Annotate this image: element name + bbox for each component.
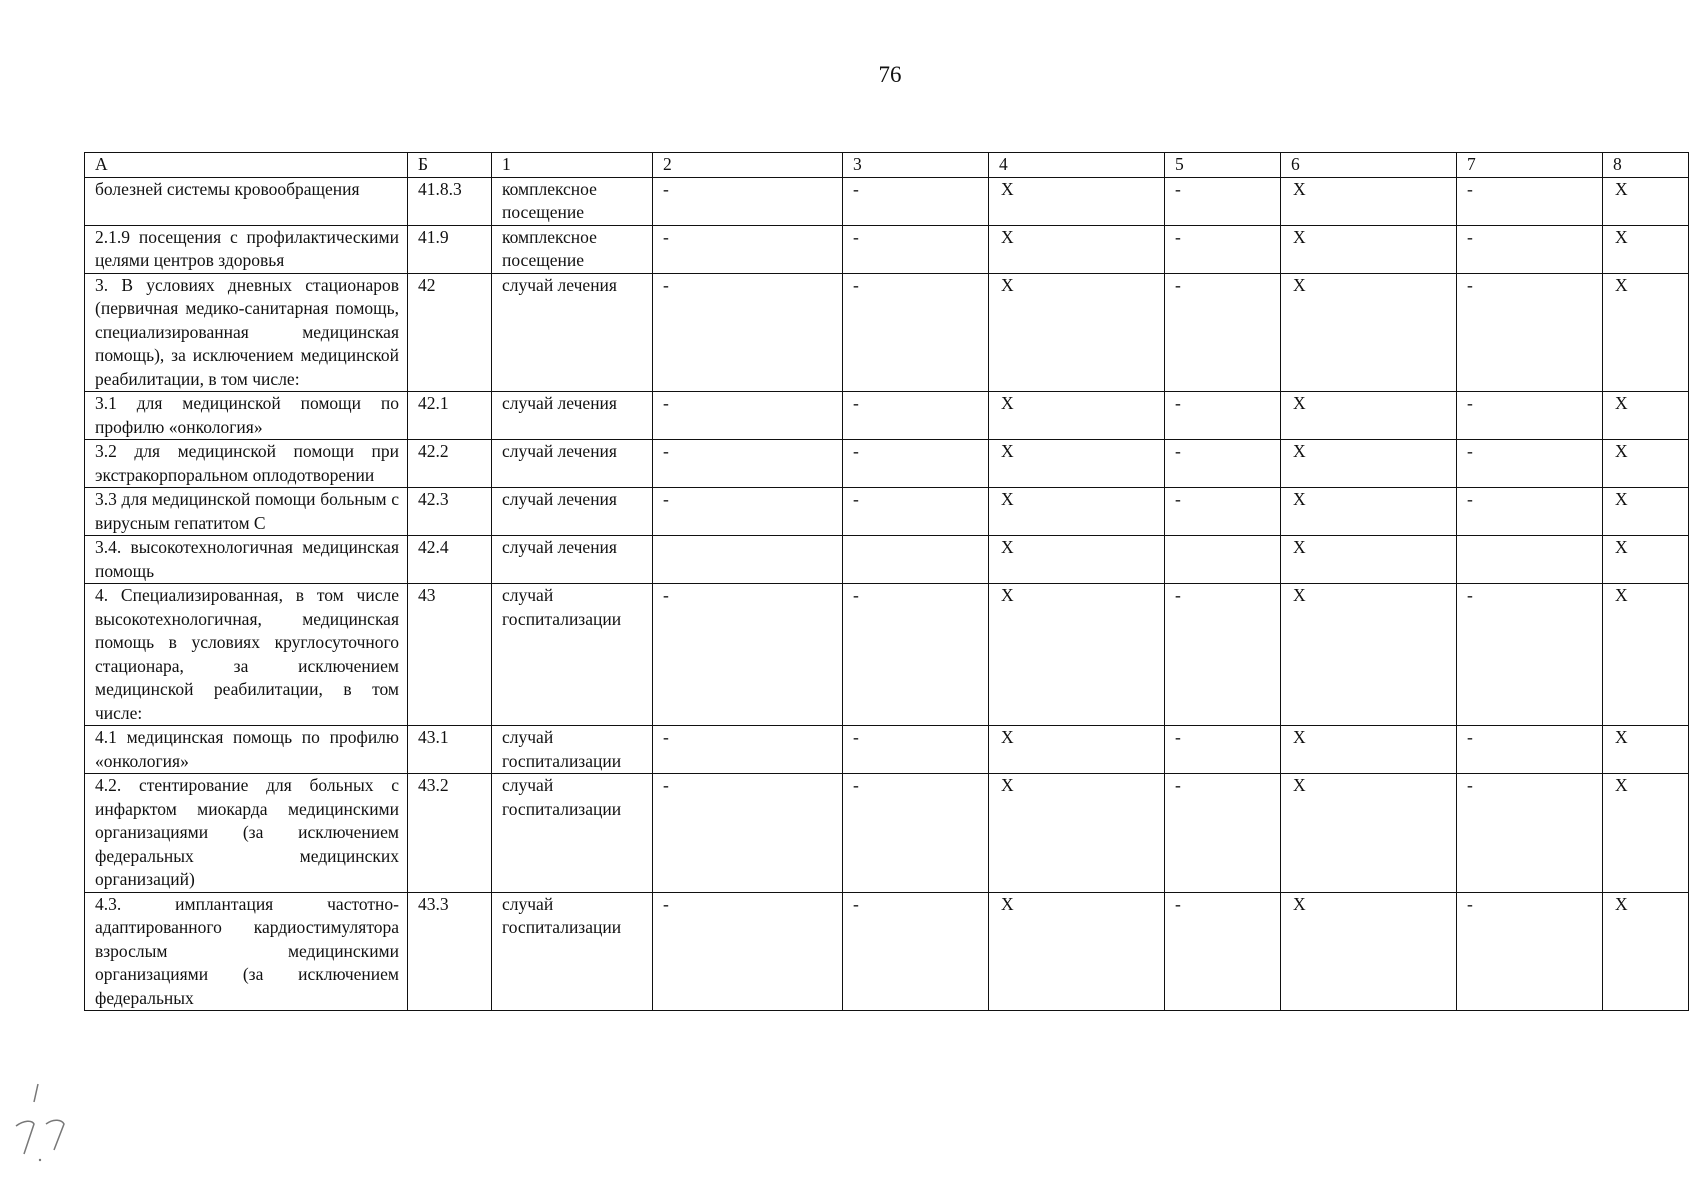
row-code: 43.1 (408, 726, 492, 774)
handwritten-mark-icon (10, 1080, 70, 1170)
cell-col-5: - (1165, 774, 1281, 893)
table-row (85, 892, 1689, 1011)
cell-col-8: X (1603, 892, 1689, 1011)
cell-col-5: - (1165, 440, 1281, 488)
cell-col-4: X (989, 774, 1165, 893)
cell-col-8: X (1603, 536, 1689, 584)
cell-col-3: - (843, 488, 989, 536)
cell-col-5: - (1165, 225, 1281, 273)
data-table (84, 152, 1689, 1011)
cell-col-6: X (1281, 392, 1457, 440)
row-code: 41.8.3 (408, 177, 492, 225)
table-row (85, 392, 1689, 440)
row-code: 42.4 (408, 536, 492, 584)
cell-col-7 (1457, 536, 1603, 584)
cell-col-3: - (843, 584, 989, 726)
cell-col-6: X (1281, 273, 1457, 392)
cell-col-4: X (989, 488, 1165, 536)
cell-col-5: - (1165, 584, 1281, 726)
row-unit: случай лечения (492, 273, 653, 392)
cell-col-5: - (1165, 273, 1281, 392)
cell-col-2: - (653, 392, 843, 440)
row-unit: случай лечения (492, 392, 653, 440)
column-header: 3 (843, 153, 989, 178)
row-name: 4. Специализированная, в том числе высокотехнологичная, медицинская помощь в условиях круглосуточного стационара, за исключением медицинской реабилитации, в том числе: (85, 584, 408, 726)
cell-col-3: - (843, 774, 989, 893)
cell-col-8: X (1603, 488, 1689, 536)
column-header: 7 (1457, 153, 1603, 178)
cell-col-7: - (1457, 726, 1603, 774)
cell-col-7: - (1457, 392, 1603, 440)
table-row (85, 440, 1689, 488)
cell-col-4: X (989, 892, 1165, 1011)
cell-col-5: - (1165, 488, 1281, 536)
row-unit: случай лечения (492, 536, 653, 584)
column-header: 8 (1603, 153, 1689, 178)
cell-col-5: - (1165, 177, 1281, 225)
cell-col-3: - (843, 892, 989, 1011)
cell-col-3 (843, 536, 989, 584)
cell-col-2: - (653, 440, 843, 488)
row-code: 42 (408, 273, 492, 392)
row-name: 3.4. высокотехнологичная медицинская помощь (85, 536, 408, 584)
cell-col-7: - (1457, 584, 1603, 726)
table-row (85, 774, 1689, 893)
cell-col-8: X (1603, 726, 1689, 774)
table-row (85, 584, 1689, 726)
cell-col-4: X (989, 440, 1165, 488)
cell-col-3: - (843, 440, 989, 488)
cell-col-3: - (843, 726, 989, 774)
row-name: 3.2 для медицинской помощи при экстракорпоральном оплодотворении (85, 440, 408, 488)
row-name: 3. В условиях дневных стационаров (первичная медико-санитарная помощь, специализированная медицинская помощь), за исключением медицинской реабилитации, в том числе: (85, 273, 408, 392)
cell-col-8: X (1603, 440, 1689, 488)
cell-col-2: - (653, 488, 843, 536)
cell-col-8: X (1603, 774, 1689, 893)
row-unit: комплексное посещение (492, 177, 653, 225)
table-row (85, 225, 1689, 273)
cell-col-6: X (1281, 225, 1457, 273)
cell-col-7: - (1457, 440, 1603, 488)
row-name: 2.1.9 посещения с профилактическими целями центров здоровья (85, 225, 408, 273)
row-code: 43 (408, 584, 492, 726)
cell-col-3: - (843, 273, 989, 392)
row-code: 43.2 (408, 774, 492, 893)
column-header: А (85, 153, 408, 178)
cell-col-4: X (989, 392, 1165, 440)
row-unit: случай лечения (492, 440, 653, 488)
cell-col-7: - (1457, 177, 1603, 225)
row-unit: случай лечения (492, 488, 653, 536)
cell-col-7: - (1457, 774, 1603, 893)
cell-col-2 (653, 536, 843, 584)
table-row (85, 726, 1689, 774)
column-header: 2 (653, 153, 843, 178)
column-header: 6 (1281, 153, 1457, 178)
cell-col-2: - (653, 726, 843, 774)
row-code: 42.1 (408, 392, 492, 440)
cell-col-2: - (653, 892, 843, 1011)
cell-col-6: X (1281, 892, 1457, 1011)
cell-col-7: - (1457, 892, 1603, 1011)
cell-col-6: X (1281, 726, 1457, 774)
row-unit: случай госпитализации (492, 726, 653, 774)
cell-col-5: - (1165, 892, 1281, 1011)
row-name: 4.1 медицинская помощь по профилю «онкология» (85, 726, 408, 774)
cell-col-3: - (843, 225, 989, 273)
row-code: 41.9 (408, 225, 492, 273)
cell-col-7: - (1457, 273, 1603, 392)
cell-col-8: X (1603, 225, 1689, 273)
table-row (85, 273, 1689, 392)
row-unit: случай госпитализации (492, 892, 653, 1011)
table-header-row (85, 153, 1689, 178)
cell-col-7: - (1457, 225, 1603, 273)
cell-col-5 (1165, 536, 1281, 584)
row-name: 3.1 для медицинской помощи по профилю «онкология» (85, 392, 408, 440)
cell-col-5: - (1165, 726, 1281, 774)
cell-col-4: X (989, 225, 1165, 273)
row-unit: случай госпитализации (492, 584, 653, 726)
cell-col-6: X (1281, 774, 1457, 893)
cell-col-2: - (653, 225, 843, 273)
cell-col-3: - (843, 392, 989, 440)
cell-col-4: X (989, 536, 1165, 584)
row-code: 42.2 (408, 440, 492, 488)
cell-col-3: - (843, 177, 989, 225)
cell-col-6: X (1281, 584, 1457, 726)
cell-col-7: - (1457, 488, 1603, 536)
cell-col-6: X (1281, 488, 1457, 536)
cell-col-4: X (989, 273, 1165, 392)
row-name: 4.3. имплантация частотно-адаптированного кардиостимулятора взрослым медицинскими организациями (за исключением федеральных (85, 892, 408, 1011)
table-row (85, 536, 1689, 584)
cell-col-2: - (653, 177, 843, 225)
cell-col-2: - (653, 273, 843, 392)
column-header: 4 (989, 153, 1165, 178)
cell-col-6: X (1281, 440, 1457, 488)
cell-col-4: X (989, 584, 1165, 726)
table-row (85, 488, 1689, 536)
cell-col-6: X (1281, 536, 1457, 584)
cell-col-2: - (653, 774, 843, 893)
row-name: 4.2. стентирование для больных с инфарктом миокарда медицинскими организациями (за исключением федеральных медицинских организаций) (85, 774, 408, 893)
row-code: 42.3 (408, 488, 492, 536)
row-unit: комплексное посещение (492, 225, 653, 273)
cell-col-8: X (1603, 273, 1689, 392)
column-header: 1 (492, 153, 653, 178)
cell-col-8: X (1603, 177, 1689, 225)
cell-col-2: - (653, 584, 843, 726)
row-name: 3.3 для медицинской помощи больным с вирусным гепатитом С (85, 488, 408, 536)
cell-col-5: - (1165, 392, 1281, 440)
column-header: Б (408, 153, 492, 178)
row-name: болезней системы кровообращения (85, 177, 408, 225)
row-unit: случай госпитализации (492, 774, 653, 893)
cell-col-8: X (1603, 584, 1689, 726)
cell-col-8: X (1603, 392, 1689, 440)
table-row (85, 177, 1689, 225)
cell-col-4: X (989, 726, 1165, 774)
column-header: 5 (1165, 153, 1281, 178)
cell-col-4: X (989, 177, 1165, 225)
page-number: 76 (878, 62, 902, 87)
row-code: 43.3 (408, 892, 492, 1011)
cell-col-6: X (1281, 177, 1457, 225)
